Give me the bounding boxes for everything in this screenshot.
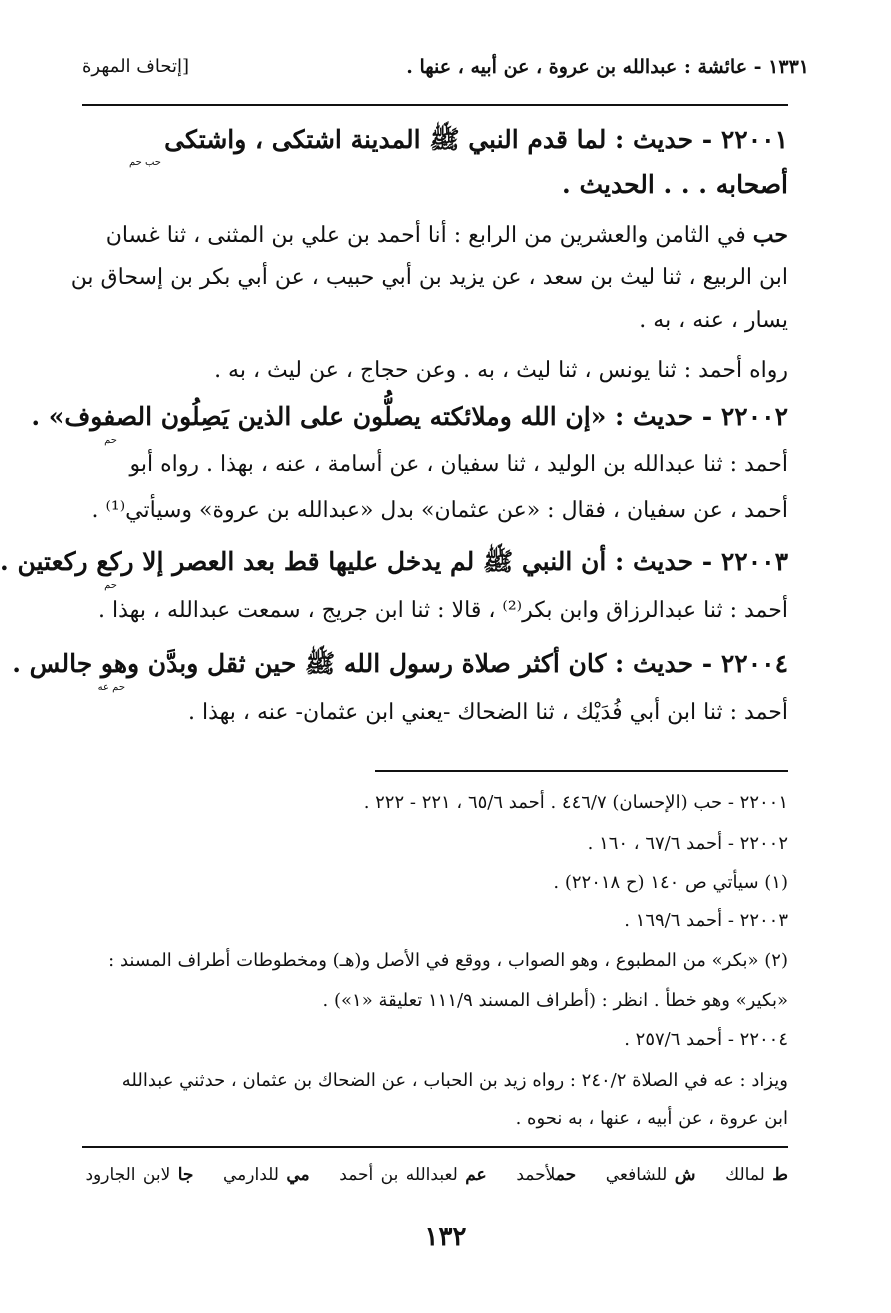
entry-22002-text-line1: أحمد : ثنا عبدالله بن الوليد ، ثنا سفيان ، عن أسامة ، عنه ، بهذا . رواه أبو — [129, 452, 788, 477]
legend-value: لابن الجارود — [85, 1165, 171, 1185]
footnote-addition-line2: ابن عروة ، عن أبيه ، عنها ، به نحوه . — [515, 1108, 788, 1129]
footnote-addition-line1: ويزاد : عه في الصلاة ٢٤٠/٢ : رواه زيد بن الحباب ، عن الضحاك بن عثمان ، حدثني عبدالله — [121, 1070, 788, 1091]
entry-22001-text: في الثامن والعشرين من الرابع : أنا أحمد بن علي بن المثنى ، ثنا غسان — [105, 223, 753, 248]
legend-value: للدارمي — [223, 1165, 279, 1185]
legend-key: ط — [772, 1165, 788, 1185]
entry-22002-text-line2: أحمد ، عن سفيان ، فقال : «عن عثمان» بدل «عبدالله بن عروة» وسيأتي⁽¹⁾ . — [91, 498, 788, 523]
entry-22002-rumuz: حم — [104, 435, 117, 446]
entry-22001-text-line2: ابن الربيع ، ثنا ليث بن سعد ، عن يزيد بن أبي حبيب ، عن أبي بكر بن إسحاق بن — [70, 265, 788, 290]
entry-22001-text-line3: يسار ، عنه ، به . — [639, 308, 788, 333]
legend-value: لأحمد — [516, 1165, 556, 1185]
page-number: ١٣٢ — [424, 1222, 467, 1252]
entry-22001-rumuz: حب حم — [128, 157, 161, 168]
entry-22002-title: ٢٢٠٠٢ - حديث : «إن الله وملائكته يصلُّون على الذين يَصِلُون الصفوف» . — [31, 402, 788, 431]
legend-value: للشافعي — [605, 1165, 668, 1185]
footnote-2-line1: (٢) «بكر» من المطبوع ، وهو الصواب ، ووقع في الأصل و(هـ) ومخطوطات أطراف المسند : — [108, 950, 788, 971]
entry-22004-title: ٢٢٠٠٤ - حديث : كان أكثر صلاة رسول الله ﷺ حين ثقل وبدَّن وهو جالس . — [12, 649, 788, 678]
header-rule — [82, 104, 788, 106]
entry-22003-title: ٢٢٠٠٣ - حديث : أن النبي ﷺ لم يدخل عليها قط بعد العصر إلا ركع ركعتين . — [0, 547, 788, 576]
abbreviation-legend — [82, 1165, 788, 1185]
entry-22001-riwayah: رواه أحمد : ثنا يونس ، ثنا ليث ، به . وعن حجاج ، عن ليث ، به . — [214, 358, 788, 383]
footnote-22001: ٢٢٠٠١ - حب (الإحسان) ٤٤٦/٧ . أحمد ٦٥/٦ ، ٢٢١ - ٢٢٢ . — [363, 792, 788, 813]
legend-key: عم — [465, 1165, 487, 1185]
legend-key: مي — [286, 1165, 310, 1185]
legend-value: لمالك — [725, 1165, 765, 1185]
footnote-rule — [375, 770, 788, 772]
footnote-2-line2: «بكير» وهو خطأ . انظر : (أطراف المسند ١١١/٩ تعليقة «١») . — [322, 990, 788, 1011]
chapter-heading: ١٣٣١ - عائشة : عبدالله بن عروة ، عن أبيه ، عنها . — [406, 56, 809, 78]
legend-rule — [82, 1146, 788, 1148]
footnote-1: (١) سيأتي ص ١٤٠ (ح ٢٢٠١٨) . — [553, 872, 788, 893]
running-header — [82, 56, 809, 88]
entry-22004-text-line1: أحمد : ثنا ابن أبي فُدَيْك ، ثنا الضحاك -يعني ابن عثمان- عنه ، بهذا . — [187, 700, 788, 725]
source-siglum: حب — [752, 222, 788, 248]
footnote-22002: ٢٢٠٠٢ - أحمد ٦٧/٦ ، ١٦٠ . — [587, 833, 788, 854]
legend-value: لعبدالله بن أحمد — [339, 1165, 458, 1185]
book-title: [إتحاف المهرة — [82, 56, 190, 77]
legend-key: حم — [555, 1165, 577, 1185]
entry-22003-text-line1: أحمد : ثنا عبدالرزاق وابن بكر⁽²⁾ ، قالا : ثنا ابن جريج ، سمعت عبدالله ، بهذا . — [98, 598, 788, 623]
entry-22001-title-line2: أصحابه . . . الحديث . — [562, 170, 788, 199]
entry-22003-rumuz: حم — [104, 580, 117, 591]
legend-key: جا — [177, 1165, 194, 1185]
footnote-22004: ٢٢٠٠٤ - أحمد ٢٥٧/٦ . — [624, 1029, 788, 1050]
footnote-22003: ٢٢٠٠٣ - أحمد ١٦٩/٦ . — [624, 910, 788, 931]
entry-22001-text-line1 — [82, 222, 788, 248]
entry-22004-rumuz: حم عه — [97, 682, 125, 693]
entry-22001-title-line1: ٢٢٠٠١ - حديث : لما قدم النبي ﷺ المدينة اشتكى ، واشتكى — [164, 125, 788, 154]
legend-key: ش — [674, 1165, 696, 1185]
